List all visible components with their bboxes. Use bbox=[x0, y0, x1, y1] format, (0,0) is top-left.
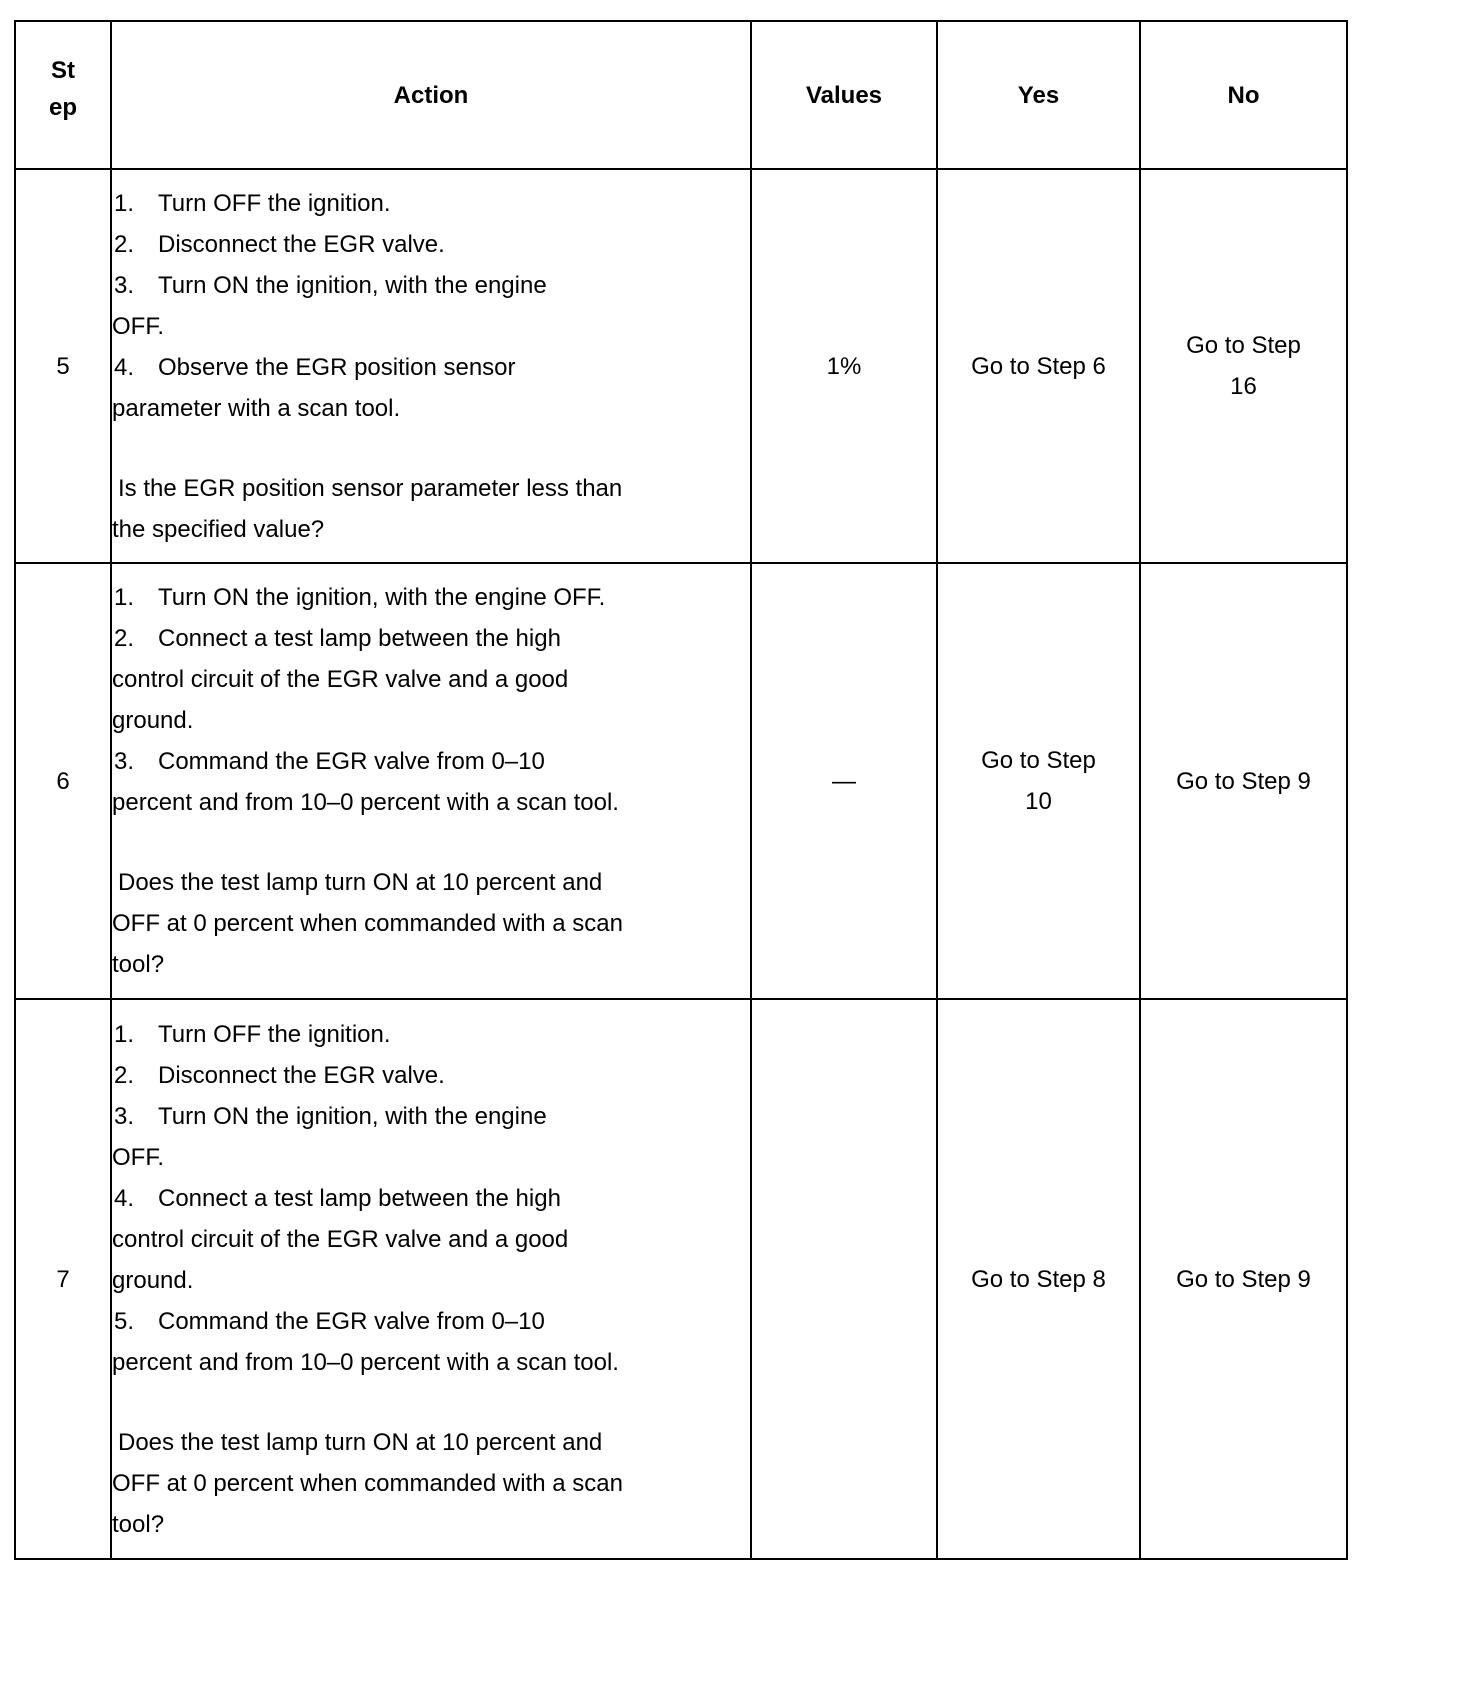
yes-cell bbox=[937, 563, 1140, 999]
header-yes: Yes bbox=[937, 21, 1140, 169]
value-cell: 1% bbox=[751, 169, 937, 563]
action-question-line: tool? bbox=[112, 951, 165, 978]
action-item-number: 3. bbox=[114, 1102, 135, 1130]
action-list-item bbox=[112, 347, 750, 388]
table-row bbox=[15, 999, 1347, 1559]
no-goto-text: 16 bbox=[1230, 373, 1257, 400]
action-cell bbox=[111, 169, 751, 563]
action-item-number: 1. bbox=[114, 189, 135, 217]
action-item-continuation: ground. bbox=[112, 1266, 194, 1294]
action-cell bbox=[111, 999, 751, 1559]
action-item-text: Observe the EGR position sensor bbox=[158, 353, 516, 381]
action-item-text: Command the EGR valve from 0–10 bbox=[158, 1307, 545, 1335]
action-list-item bbox=[112, 1014, 750, 1055]
no-goto-text: Go to Step 9 bbox=[1176, 767, 1311, 795]
action-question-line: tool? bbox=[112, 1510, 165, 1538]
action-item-continuation: parameter with a scan tool. bbox=[112, 394, 401, 422]
header-no: No bbox=[1140, 21, 1347, 169]
action-item-text: Command the EGR valve from 0–10 bbox=[158, 748, 545, 775]
action-list-item bbox=[112, 741, 750, 782]
value-cell: — bbox=[751, 563, 937, 999]
action-item-continuation: ground. bbox=[112, 707, 194, 734]
action-item-text: Turn OFF the ignition. bbox=[158, 1020, 391, 1048]
action-cell bbox=[111, 563, 751, 999]
header-step-line1: St bbox=[51, 57, 75, 84]
action-item-text: Turn ON the ignition, with the engine bbox=[158, 1102, 547, 1130]
action-item-text: Connect a test lamp between the high bbox=[158, 625, 561, 652]
action-list-item bbox=[112, 577, 750, 618]
action-question-line: OFF at 0 percent when commanded with a scan bbox=[112, 910, 623, 937]
action-item-number: 2. bbox=[114, 625, 135, 652]
yes-goto-text: Go to Step bbox=[981, 747, 1096, 774]
action-item-continuation: control circuit of the EGR valve and a good bbox=[112, 1225, 569, 1253]
action-item-continuation: control circuit of the EGR valve and a good bbox=[112, 666, 569, 693]
table-row bbox=[15, 563, 1347, 999]
action-list-item bbox=[112, 1096, 750, 1137]
action-question-line: OFF at 0 percent when commanded with a scan bbox=[112, 1469, 623, 1497]
action-list-item bbox=[112, 183, 750, 224]
yes-goto-text: Go to Step 8 bbox=[971, 1265, 1106, 1293]
action-item-number: 2. bbox=[114, 230, 135, 258]
no-cell bbox=[1140, 169, 1347, 563]
table-row bbox=[15, 169, 1347, 563]
action-question-line: the specified value? bbox=[112, 515, 325, 543]
yes-cell bbox=[937, 999, 1140, 1559]
yes-cell bbox=[937, 169, 1140, 563]
action-item-number: 1. bbox=[114, 584, 135, 611]
action-item-number: 4. bbox=[114, 1184, 135, 1212]
action-item-text: Disconnect the EGR valve. bbox=[158, 230, 445, 258]
action-list-item bbox=[112, 224, 750, 265]
action-item-number: 3. bbox=[114, 271, 135, 299]
value-cell bbox=[751, 999, 937, 1559]
step-number-cell: 7 bbox=[15, 999, 111, 1559]
header-values: Values bbox=[751, 21, 937, 169]
action-list-item bbox=[112, 1055, 750, 1096]
no-cell bbox=[1140, 563, 1347, 999]
step-number-cell: 6 bbox=[15, 563, 111, 999]
action-item-continuation: percent and from 10–0 percent with a scan tool. bbox=[112, 1348, 619, 1376]
diagnostic-steps-table bbox=[14, 20, 1348, 1560]
action-item-number: 1. bbox=[114, 1020, 135, 1048]
yes-goto-text: 10 bbox=[1025, 788, 1052, 815]
no-goto-text: Go to Step 9 bbox=[1176, 1265, 1311, 1293]
action-question-line: Is the EGR position sensor parameter less than bbox=[118, 474, 623, 502]
action-item-number: 5. bbox=[114, 1307, 135, 1335]
action-item-number: 2. bbox=[114, 1061, 135, 1089]
action-item-text: Turn OFF the ignition. bbox=[158, 189, 391, 217]
header-step bbox=[15, 21, 111, 169]
action-question-line: Does the test lamp turn ON at 10 percent and bbox=[118, 869, 603, 896]
header-step-line2: ep bbox=[48, 94, 77, 121]
action-question-line: Does the test lamp turn ON at 10 percent and bbox=[118, 1428, 603, 1456]
action-spacer bbox=[112, 823, 750, 862]
action-item-number: 3. bbox=[114, 748, 135, 775]
action-list-item bbox=[112, 265, 750, 306]
no-goto-text: Go to Step bbox=[1186, 332, 1301, 359]
action-spacer bbox=[112, 429, 750, 468]
no-cell bbox=[1140, 999, 1347, 1559]
action-list-item bbox=[112, 618, 750, 659]
action-list-item bbox=[112, 1301, 750, 1342]
action-item-text: Turn ON the ignition, with the engine bbox=[158, 271, 547, 299]
action-item-text: Turn ON the ignition, with the engine OFF. bbox=[158, 584, 606, 611]
action-item-continuation: percent and from 10–0 percent with a scan tool. bbox=[112, 789, 619, 816]
action-item-continuation: OFF. bbox=[112, 312, 164, 340]
header-action: Action bbox=[111, 21, 751, 169]
yes-goto-text: Go to Step 6 bbox=[971, 352, 1106, 380]
action-item-number: 4. bbox=[114, 353, 135, 381]
action-spacer bbox=[112, 1383, 750, 1422]
step-number-cell: 5 bbox=[15, 169, 111, 563]
action-item-text: Connect a test lamp between the high bbox=[158, 1184, 561, 1212]
action-item-continuation: OFF. bbox=[112, 1143, 164, 1171]
action-list-item bbox=[112, 1178, 750, 1219]
action-item-text: Disconnect the EGR valve. bbox=[158, 1061, 445, 1089]
table-header-row bbox=[15, 21, 1347, 169]
